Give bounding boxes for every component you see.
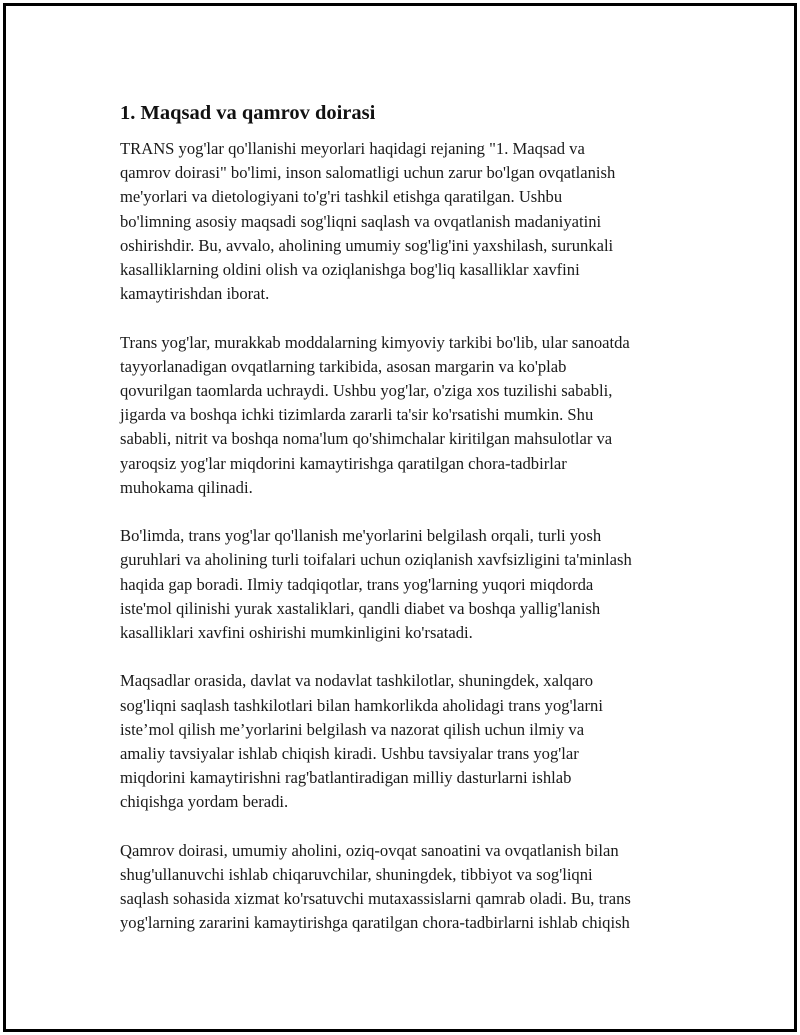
paragraph-line: yog'larning zararini kamaytirishga qaratilgan chora-tadbirlarni ishlab chiqish [120,913,630,933]
paragraph-line: muhokama qilinadi. [120,477,253,497]
paragraph-line: iste’mol qilish me’yorlarini belgilash va nazorat qilish uchun ilmiy va [120,719,585,739]
paragraph-line: sog'liqni saqlash tashkilotlari bilan hamkorlikda aholidagi trans yog'larni [120,695,603,715]
paragraph-line: TRANS yog'lar qo'llanishi meyorlari haqidagi rejaning "1. Maqsad va [120,139,585,158]
paragraph-line: yaroqsiz yog'lar miqdorini kamaytirishga qaratilgan chora-tadbirlar [120,453,567,473]
body-paragraph [120,137,700,306]
paragraph-line: Maqsadlar orasida, davlat va nodavlat tashkilotlar, shuningdek, xalqaro [120,671,594,691]
paragraph-line: saqlash sohasida xizmat ko'rsatuvchi mutaxassislarni qamrab oladi. Bu, trans [120,889,631,909]
paragraph-line: iste'mol qilinishi yurak xastaliklari, qandli diabet va boshqa yallig'lanish [120,598,601,618]
paragraph-line: qamrov doirasi" bo'limi, inson salomatligi uchun zarur bo'lgan ovqatlanish [120,163,616,183]
paragraph-line: kasalliklarning oldini olish va oziqlanishga bog'liq kasalliklar xavfini [120,260,580,280]
body-paragraph [120,839,700,936]
paragraph-line: qovurilgan taomlarda uchraydi. Ushbu yog'lar, o'ziga xos tuzilishi sababli, [120,381,613,401]
paragraph-line: guruhlari va aholining turli toifalari uchun oziqlanish xavfsizligini ta'minlash [120,550,632,570]
section-heading: 1. Maqsad va qamrov doirasi [120,102,376,124]
paragraph-line: kasalliklari xavfini oshirishi mumkinligini ko'rsatadi. [120,623,473,643]
paragraph-line: Bo'limda, trans yog'lar qo'llanish me'yorlarini belgilash orqali, turli yosh [120,526,602,546]
document-body [120,99,700,960]
paragraph-line: haqida gap boradi. Ilmiy tadqiqotlar, trans yog'larning yuqori miqdorda [120,574,594,594]
page-frame [3,3,797,1032]
paragraph-line: Qamrov doirasi, umumiy aholini, oziq-ovqat sanoatini va ovqatlanish bilan [120,840,619,860]
paragraph-line: sababli, nitrit va boshqa noma'lum qo'shimchalar kiritilgan mahsulotlar va [120,429,613,449]
paragraph-line: oshirishdir. Bu, avvalo, aholining umumiy sog'lig'ini yaxshilash, surunkali [120,235,614,255]
body-paragraph [120,669,700,814]
paragraph-line: amaliy tavsiyalar ishlab chiqish kiradi. Ushbu tavsiyalar trans yog'lar [120,744,579,764]
body-paragraph [120,331,700,500]
paragraph-list [120,137,700,936]
paragraph-line: Trans yog'lar, murakkab moddalarning kimyoviy tarkibi bo'lib, ular sanoatda [120,332,630,352]
paragraph-line: jigarda va boshqa ichki tizimlarda zararli ta'sir ko'rsatishi mumkin. Shu [120,405,594,425]
paragraph-line: shug'ullanuvchi ishlab chiqaruvchilar, shuningdek, tibbiyot va sog'liqni [120,865,593,885]
paragraph-line: miqdorini kamaytirishni rag'batlantiradigan milliy dasturlarni ishlab [120,768,572,788]
body-paragraph [120,524,700,645]
paragraph-line: me'yorlari va dietologiyani to'g'ri tashkil etishga qaratilgan. Ushbu [120,187,563,207]
paragraph-line: chiqishga yordam beradi. [120,792,289,812]
paragraph-line: tayyorlanadigan ovqatlarning tarkibida, asosan margarin va ko'plab [120,356,567,376]
paragraph-line: bo'limning asosiy maqsadi sog'liqni saqlash va ovqatlanish madaniyatini [120,211,602,231]
paragraph-line: kamaytirishdan iborat. [120,284,270,304]
